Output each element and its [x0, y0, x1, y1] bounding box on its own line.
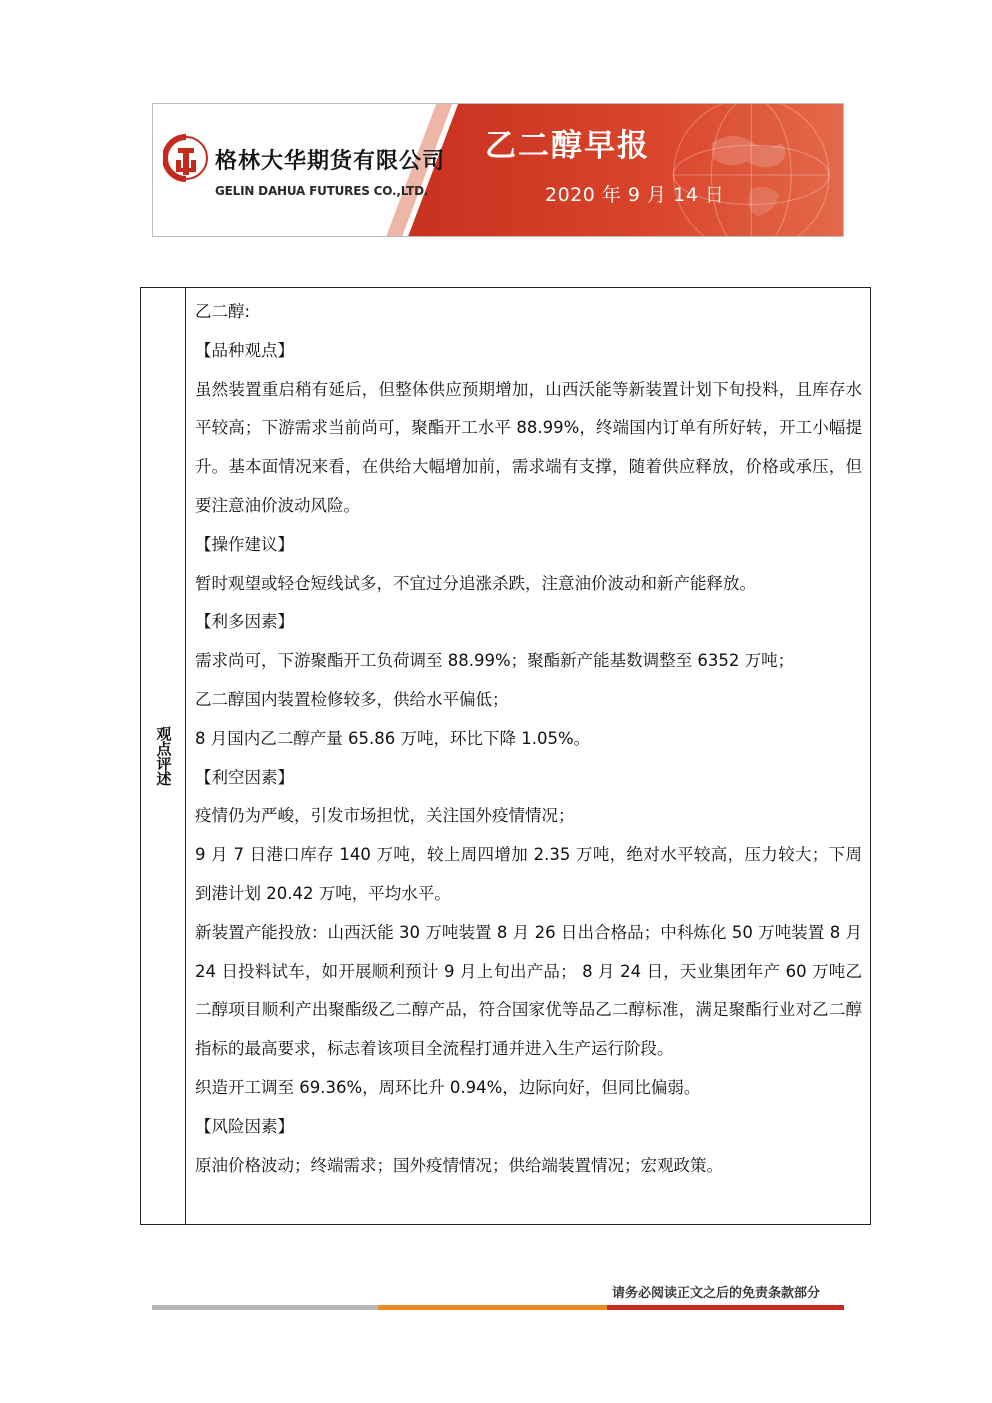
risk-paragraph: 原油价格波动；终端需求；国外疫情情况；供给端装置情况；宏观政策。 [195, 1155, 723, 1175]
company-name-en: GELIN DAHUA FUTURES CO.,LTD. [215, 184, 429, 198]
company-logo-icon [163, 134, 209, 186]
commentary-body [186, 288, 870, 1224]
section-label: 观点评述 [154, 726, 173, 786]
section-label-cell [141, 288, 186, 1224]
heading-bullish: 【利多因素】 [195, 612, 294, 632]
bullish-item: 需求尚可，下游聚酯开工负荷调至 88.99%；聚酯新产能基数调整至 6352 万吨； [195, 651, 795, 671]
heading-risk: 【风险因素】 [195, 1116, 294, 1136]
commodity-name: 乙二醇: [195, 302, 251, 321]
bearish-item: 织造开工调至 69.36%，周环比升 0.94%，边际向好，但同比偏弱。 [195, 1077, 701, 1097]
footer-bar-gray [152, 1305, 378, 1310]
footer-bar-orange [378, 1305, 607, 1310]
heading-advice: 【操作建议】 [195, 534, 294, 554]
commentary-table [140, 287, 871, 1225]
bearish-item: 疫情仍为严峻，引发市场担忧，关注国外疫情情况； [195, 806, 575, 826]
report-title: 乙二醇早报 [485, 128, 650, 164]
header-banner [152, 103, 844, 237]
advice-paragraph: 暂时观望或轻仓短线试多，不宜过分追涨杀跌，注意油价波动和新产能释放。 [195, 573, 756, 593]
footer-bar-red [607, 1305, 844, 1310]
heading-bearish: 【利空因素】 [195, 767, 294, 787]
bearish-item: 9 月 7 日港口库存 140 万吨，较上周四增加 2.35 万吨，绝对水平较高，压力较大；下周到港计划 20.42 万吨，平均水平。 [195, 845, 862, 903]
report-date: 2020 年 9 月 14 日 [545, 184, 725, 206]
bullish-item: 乙二醇国内装置检修较多，供给水平偏低； [195, 689, 509, 709]
view-paragraph: 虽然装置重启稍有延后，但整体供应预期增加，山西沃能等新装置计划下旬投料，且库存水平较高；下游需求当前尚可，聚酯开工水平 88.99%，终端国内订单有所好转，开工小幅提升。基本面情况来看，在供给大幅增加前，需求端有支撑，随着供应释放，价格或承压，但要注意油价波动风险。 [195, 379, 862, 515]
company-name-cn: 格林大华期货有限公司 [215, 149, 446, 174]
heading-view: 【品种观点】 [195, 340, 294, 360]
bullish-item: 8 月国内乙二醇产量 65.86 万吨，环比下降 1.05%。 [195, 728, 591, 748]
disclaimer-note: 请务必阅读正文之后的免责条款部分 [612, 1286, 821, 1301]
bearish-item: 新装置产能投放：山西沃能 30 万吨装置 8 月 26 日出合格品；中科炼化 50 万吨装置 8 月 24 日投料试车，如开展顺利预计 9 月上旬出产品； 8 月 24 日，天业集团年产 60 万吨乙二醇项目顺利产出聚酯级乙二醇产品，符合国家优等品乙二醇标准，满足聚酯行业对乙二醇指标的最高要求，标志着该项目全流程打通并进入生产运行阶段。 [195, 922, 862, 1059]
